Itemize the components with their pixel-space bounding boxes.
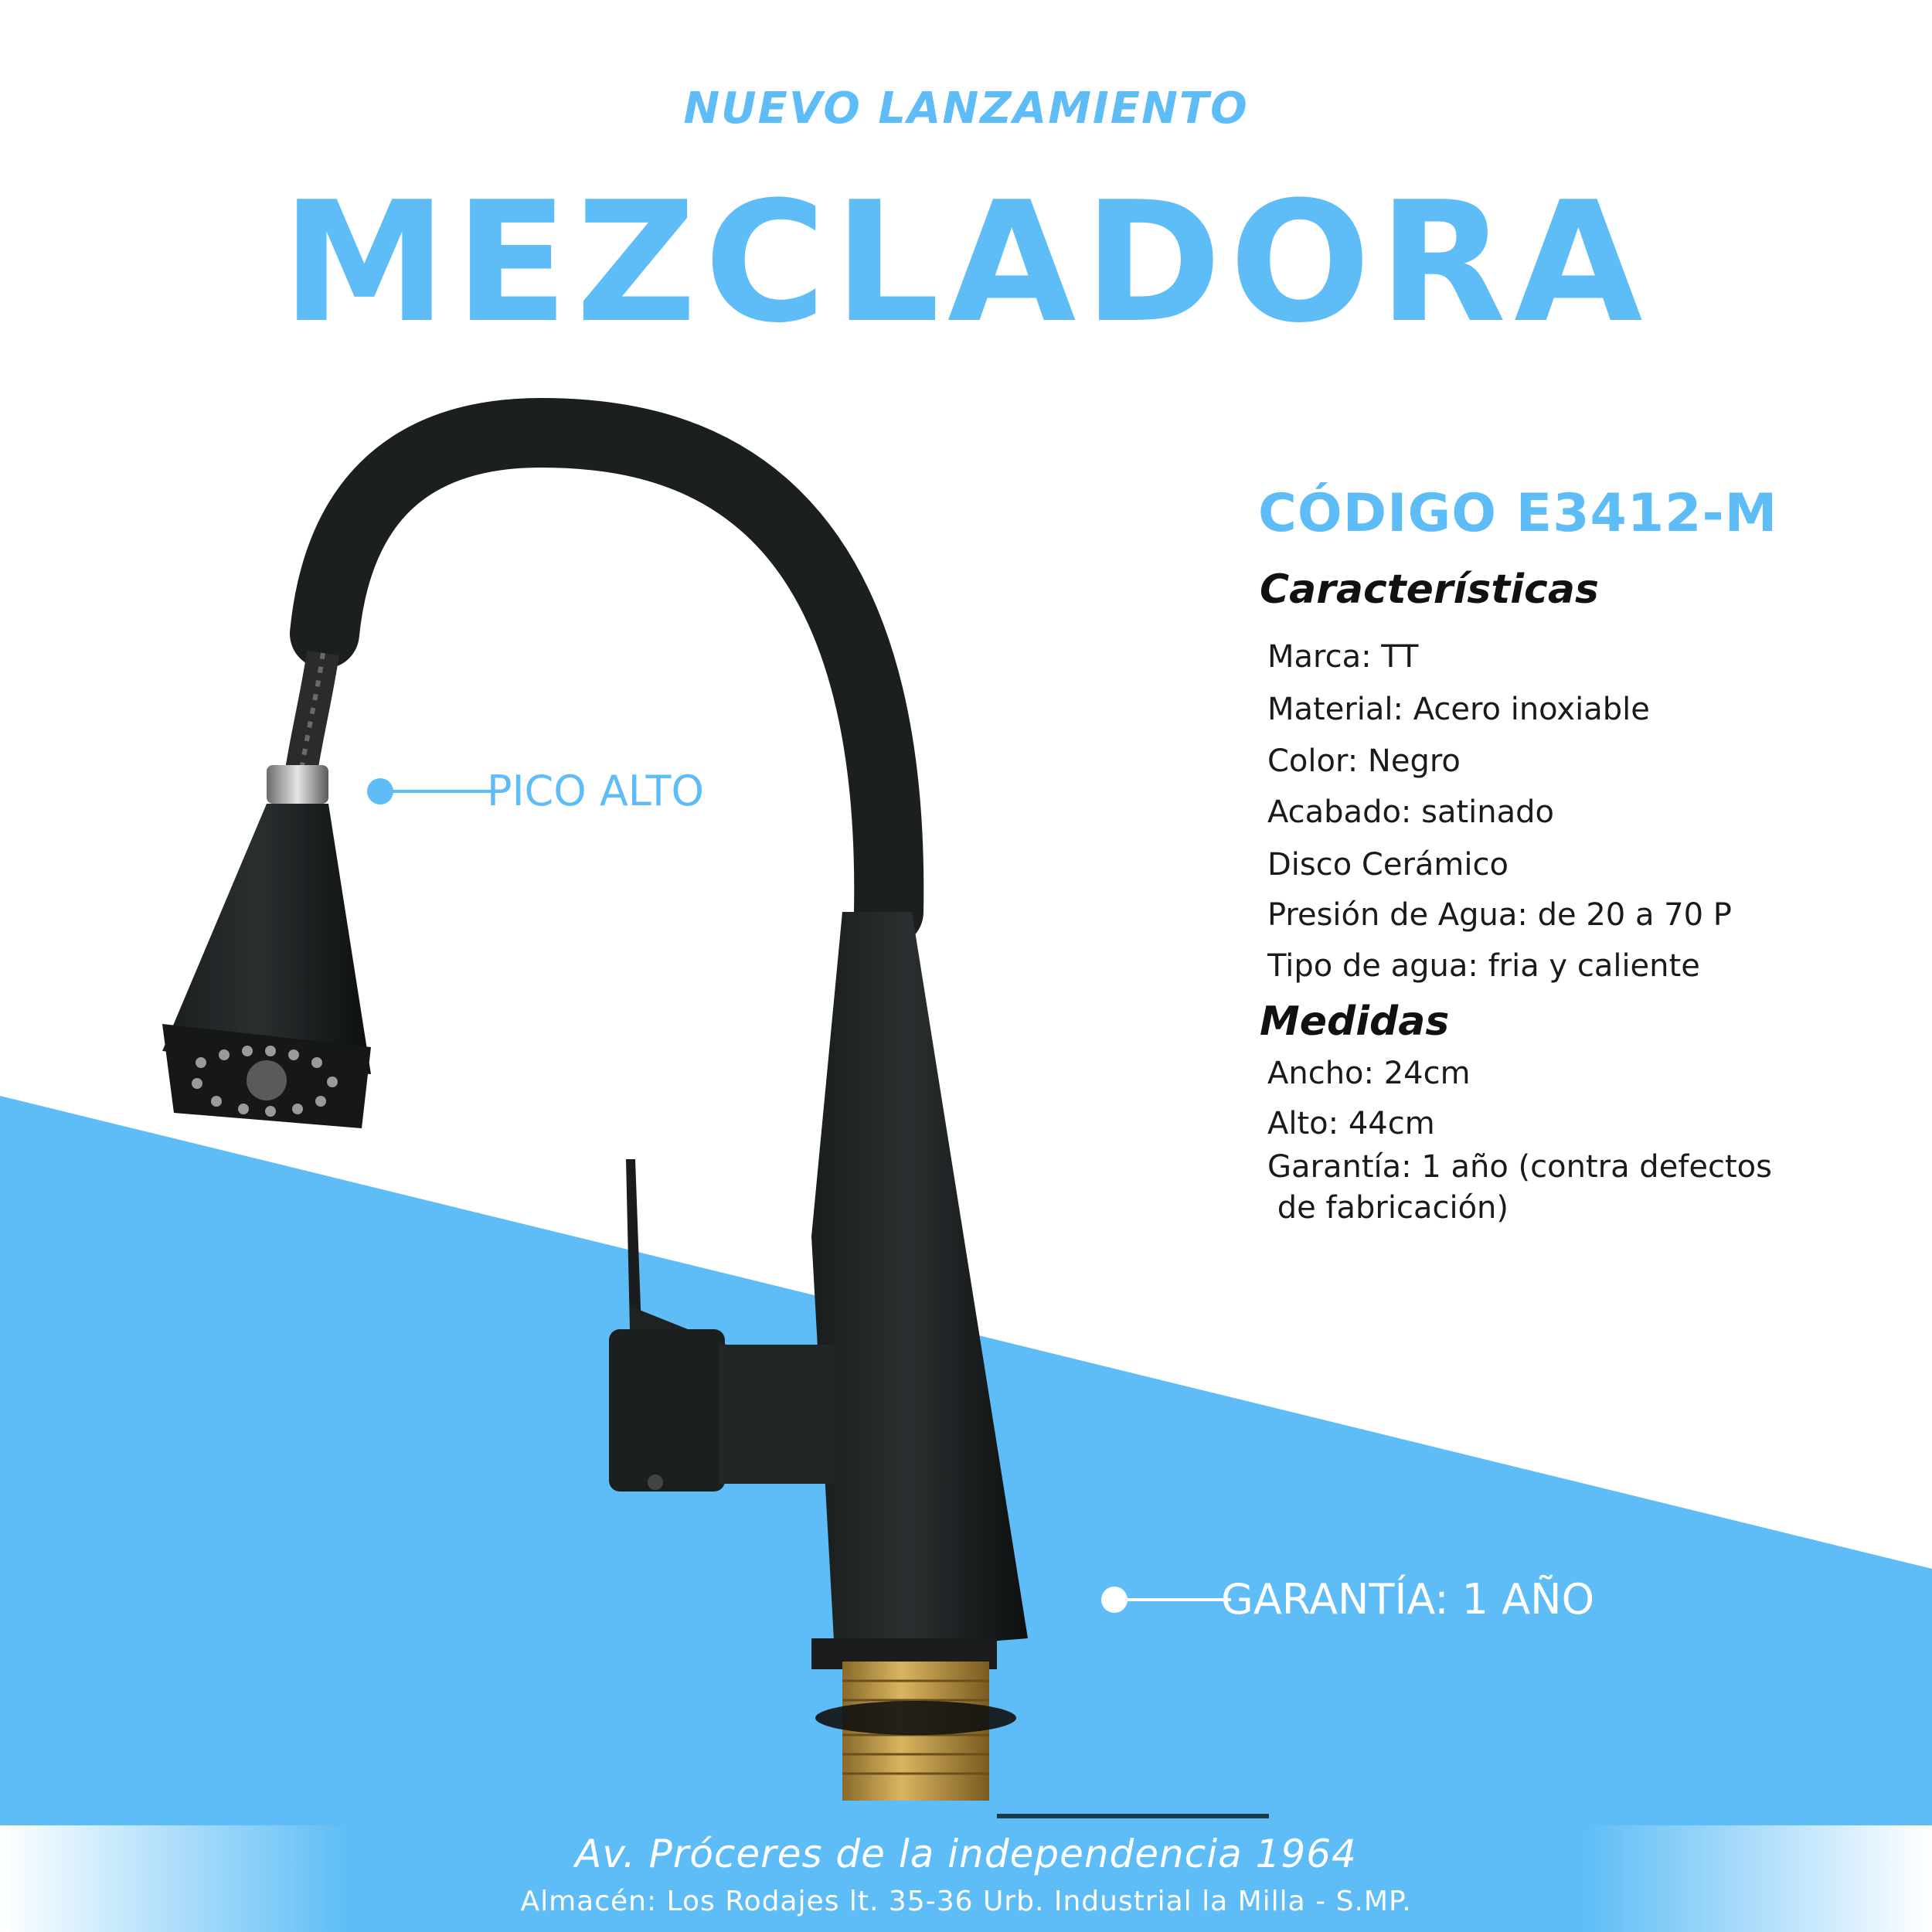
- page-title: MEZCLADORA: [281, 165, 1651, 359]
- footer-warehouse: Almacén: Los Rodajes lt. 35-36 Urb. Industrial la Milla - S.MP.: [520, 1886, 1412, 1917]
- feature-item: Presión de Agua: de 20 a 70 P: [1267, 897, 1732, 933]
- product-code: CÓDIGO E3412-M: [1258, 483, 1778, 544]
- footer-divider: [997, 1814, 1269, 1818]
- footer-bar: [0, 1825, 1932, 1932]
- callout-spout-label: PICO ALTO: [487, 767, 704, 815]
- measure-item: Ancho: 24cm: [1267, 1056, 1471, 1091]
- callout-warranty: [1101, 1577, 1658, 1623]
- features-heading: Características: [1260, 566, 1599, 613]
- feature-item: Marca: TT: [1267, 639, 1419, 675]
- feature-item: Material: Acero inoxiable: [1267, 692, 1650, 727]
- measure-item: de fabricación): [1267, 1190, 1509, 1226]
- measures-heading: Medidas: [1260, 998, 1450, 1045]
- measure-item: Alto: 44cm: [1267, 1106, 1435, 1141]
- callout-spout: [367, 768, 769, 815]
- footer-address: Av. Próceres de la independencia 1964: [575, 1832, 1357, 1876]
- measure-item: Garantía: 1 año (contra defectos: [1267, 1149, 1772, 1185]
- feature-item: Color: Negro: [1267, 743, 1461, 779]
- callout-line: [1123, 1598, 1231, 1601]
- feature-item: Tipo de agua: fria y caliente: [1267, 948, 1700, 984]
- callout-line: [389, 790, 497, 793]
- kicker-text: NUEVO LANZAMIENTO: [683, 83, 1249, 134]
- feature-item: Acabado: satinado: [1267, 794, 1554, 830]
- feature-item: Disco Cerámico: [1267, 847, 1509, 883]
- callout-warranty-label: GARANTÍA: 1 AÑO: [1221, 1575, 1595, 1624]
